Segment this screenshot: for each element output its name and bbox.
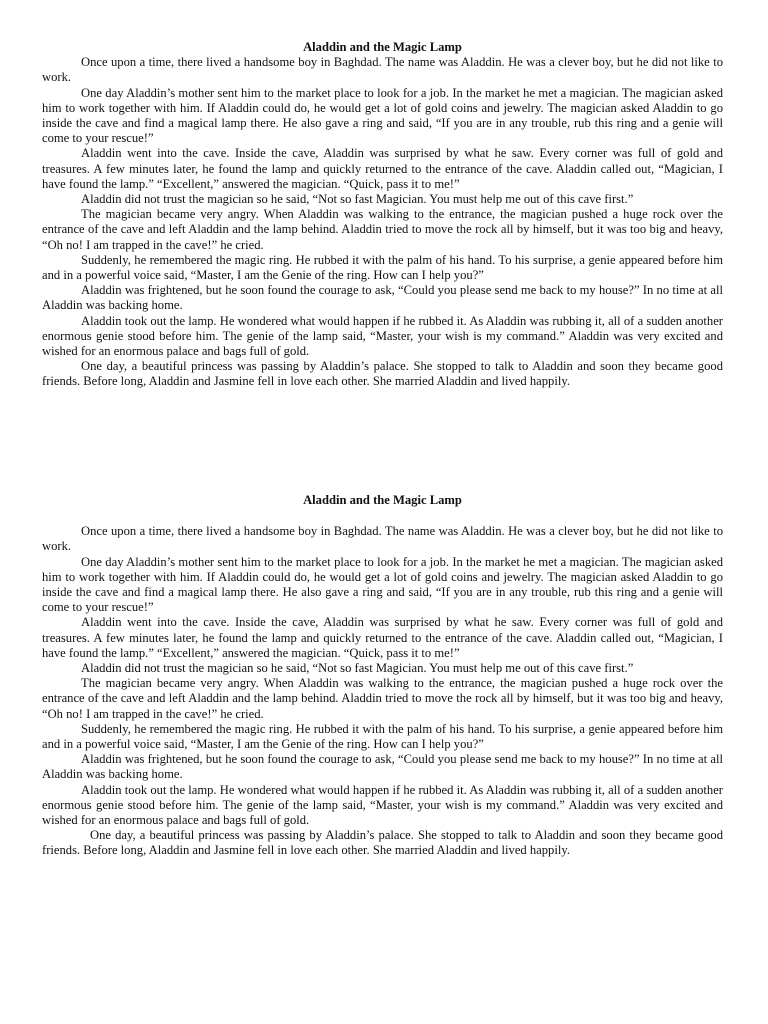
- paragraph: One day Aladdin’s mother sent him to the market place to look for a job. In the market he met a magician. The magician asked him to work together with him. If Aladdin could do, he would get a lot of gold coins and jewelry. The magician asked Aladdin to go inside the cave and find a magical lamp there. He also gave a ring and said, “If you are in any trouble, rub this ring and a genie will come to your rescue!”: [42, 85, 723, 146]
- paragraph: Suddenly, he remembered the magic ring. He rubbed it with the palm of his hand. To his surprise, a genie appeared before him and in a powerful voice said, “Master, I am the Genie of the ring. How can I help you?”: [42, 252, 723, 283]
- paragraph: One day, a beautiful princess was passing by Aladdin’s palace. She stopped to talk to Aladdin and soon they became good friends. Before long, Aladdin and Jasmine fell in love each other. She married Aladdin and lived happily.: [42, 828, 723, 858]
- paragraph: Aladdin took out the lamp. He wondered what would happen if he rubbed it. As Aladdin was rubbing it, all of a sudden another enormous genie stood before him. The genie of the lamp said, “Master, your wish is my command.” Aladdin was very excited and wished for an enormous palace and bags full of gold.: [42, 782, 723, 828]
- story-section: [42, 40, 723, 390]
- paragraph: Aladdin did not trust the magician so he said, “Not so fast Magician. You must help me out of this cave first.”: [81, 192, 634, 207]
- story-title: Aladdin and the Magic Lamp: [303, 493, 462, 507]
- paragraph: Suddenly, he remembered the magic ring. He rubbed it with the palm of his hand. To his surprise, a genie appeared before him and in a powerful voice said, “Master, I am the Genie of the ring. How can I help you?”: [42, 721, 723, 752]
- paragraph: Aladdin went into the cave. Inside the cave, Aladdin was surprised by what he saw. Every corner was full of gold and treasures. A few minutes later, he found the lamp and quickly returned to the entrance of the cave. Aladdin called out, “Magician, I have found the lamp.” “Excellent,” answered the magician. “Quick, pass it to me!”: [42, 615, 723, 660]
- paragraph: One day, a beautiful princess was passing by Aladdin’s palace. She stopped to talk to Aladdin and soon they became good friends. Before long, Aladdin and Jasmine fell in love each other. She married Aladdin and lived happily.: [42, 359, 723, 389]
- story-title: Aladdin and the Magic Lamp: [303, 40, 462, 54]
- paragraph: One day Aladdin’s mother sent him to the market place to look for a job. In the market he met a magician. The magician asked him to work together with him. If Aladdin could do, he would get a lot of gold coins and jewelry. The magician asked Aladdin to go inside the cave and find a magical lamp there. He also gave a ring and said, “If you are in any trouble, rub this ring and a genie will come to your rescue!”: [42, 554, 723, 615]
- paragraph: Once upon a time, there lived a handsome boy in Baghdad. The name was Aladdin. He was a clever boy, but he did not like to work.: [42, 524, 723, 554]
- paragraph: Aladdin took out the lamp. He wondered what would happen if he rubbed it. As Aladdin was rubbing it, all of a sudden another enormous genie stood before him. The genie of the lamp said, “Master, your wish is my command.” Aladdin was very excited and wished for an enormous palace and bags full of gold.: [42, 313, 723, 359]
- paragraph: Aladdin was frightened, but he soon found the courage to ask, “Could you please send me back to my house?” In no time at all Aladdin was backing home.: [42, 752, 723, 782]
- paragraph: The magician became very angry. When Aladdin was walking to the entrance, the magician pushed a huge rock over the entrance of the cave and left Aladdin and the lamp behind. Aladdin tried to move the rock all by himself, but it was too big and heavy, “Oh no! I am trapped in the cave!” he cried.: [42, 207, 723, 252]
- paragraph: Once upon a time, there lived a handsome boy in Baghdad. The name was Aladdin. He was a clever boy, but he did not like to work.: [42, 55, 723, 85]
- story-section: [42, 493, 723, 859]
- paragraph: Aladdin was frightened, but he soon found the courage to ask, “Could you please send me back to my house?” In no time at all Aladdin was backing home.: [42, 283, 723, 313]
- paragraph: The magician became very angry. When Aladdin was walking to the entrance, the magician pushed a huge rock over the entrance of the cave and left Aladdin and the lamp behind. Aladdin tried to move the rock all by himself, but it was too big and heavy, “Oh no! I am trapped in the cave!” he cried.: [42, 676, 723, 721]
- paragraph: Aladdin did not trust the magician so he said, “Not so fast Magician. You must help me out of this cave first.”: [81, 661, 634, 676]
- paragraph: Aladdin went into the cave. Inside the cave, Aladdin was surprised by what he saw. Every corner was full of gold and treasures. A few minutes later, he found the lamp and quickly returned to the entrance of the cave. Aladdin called out, “Magician, I have found the lamp.” “Excellent,” answered the magician. “Quick, pass it to me!”: [42, 146, 723, 191]
